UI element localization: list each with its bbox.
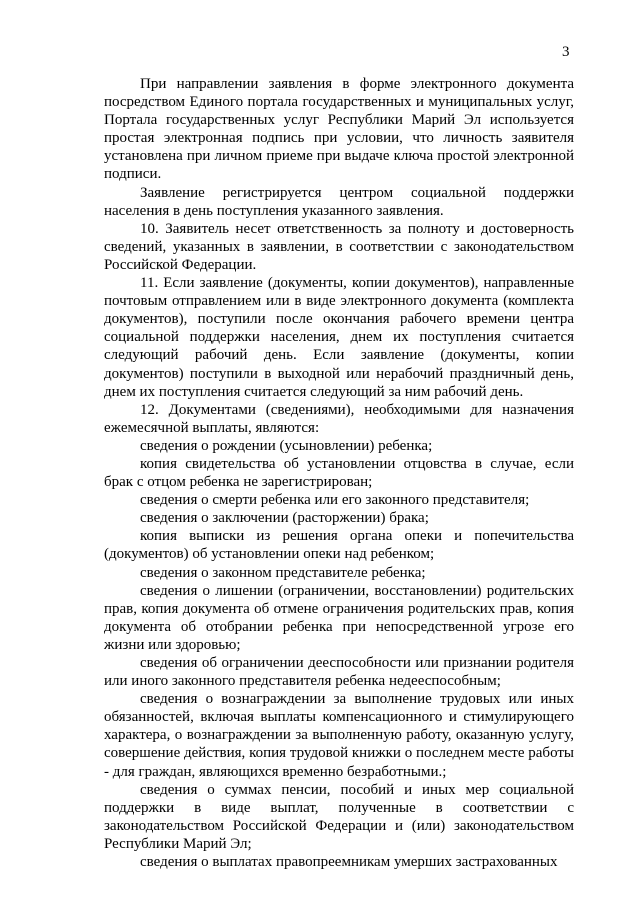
list-item: сведения о лишении (ограничении, восстановлении) родительских прав, копия документа об отмене ограничения родительских прав, копия документа об отобрании ребенка при непосредственной угрозе его жизни или здоровью; xyxy=(104,582,574,653)
list-item: копия свидетельства об установлении отцовства в случае, если брак с отцом ребенка не зарегистрирован; xyxy=(104,455,574,491)
list-item: сведения о вознаграждении за выполнение трудовых или иных обязанностей, включая выплаты компенсационного и стимулирующего характера, о вознаграждении за выполненную работу, оказанную услугу, совершение действия, копия трудовой книжки о последнем месте работы - для граждан, являющихся временно безработными.; xyxy=(104,691,574,780)
list-item: сведения о смерти ребенка или его законного представителя; xyxy=(140,492,530,509)
paragraph-item-10: 10. Заявитель несет ответственность за полноту и достоверность сведений, указанных в заявлении, в соответствии с законодательством Российской Федерации. xyxy=(104,220,574,273)
document-body xyxy=(104,75,574,871)
paragraph-electronic-signature: При направлении заявления в форме электронного документа посредством Единого портала государственных и муниципальных услуг, Портала государственных услуг Республики Марий Эл используется простая электронная подпись при условии, что личность заявителя установлена при личном приеме при выдаче ключа простой электронной подписи. xyxy=(104,76,574,183)
list-item: сведения о законном представителе ребенка; xyxy=(140,564,426,581)
paragraph-item-11: 11. Если заявление (документы, копии документов), направленные почтовым отправлением или в виде электронного документа (комплекта документов), поступили после окончания рабочего времени центра социальной поддержки населения, днем их поступления считается следующий рабочий день. Если заявление (документы, копии документов) поступили в выходной или нерабочий праздничный день, днем их поступления считается следующий за ним рабочий день. xyxy=(104,275,574,400)
paragraph-item-12: 12. Документами (сведениями), необходимыми для назначения ежемесячной выплаты, являются: xyxy=(104,401,574,436)
list-item: копия выписки из решения органа опеки и попечительства (документов) об установлении опеки над ребенком; xyxy=(104,528,574,563)
list-item: сведения об ограничении дееспособности или признании родителя или иного законного представителя ребенка недееспособным; xyxy=(104,655,574,690)
paragraph-registration: Заявление регистрируется центром социальной поддержки населения в день поступления указанного заявления. xyxy=(104,184,574,219)
list-item: сведения о заключении (расторжении) брака; xyxy=(140,510,429,527)
page-number: 3 xyxy=(562,44,570,60)
list-item: сведения о рождении (усыновлении) ребенка; xyxy=(140,437,433,454)
list-item: сведения о выплатах правопреемникам умерших застрахованных xyxy=(140,854,558,871)
list-item: сведения о суммах пенсии, пособий и иных мер социальной поддержки в виде выплат, полученные в соответствии с законодательством Российской Федерации и (или) законодательством Республики Марий Эл; xyxy=(104,781,574,852)
